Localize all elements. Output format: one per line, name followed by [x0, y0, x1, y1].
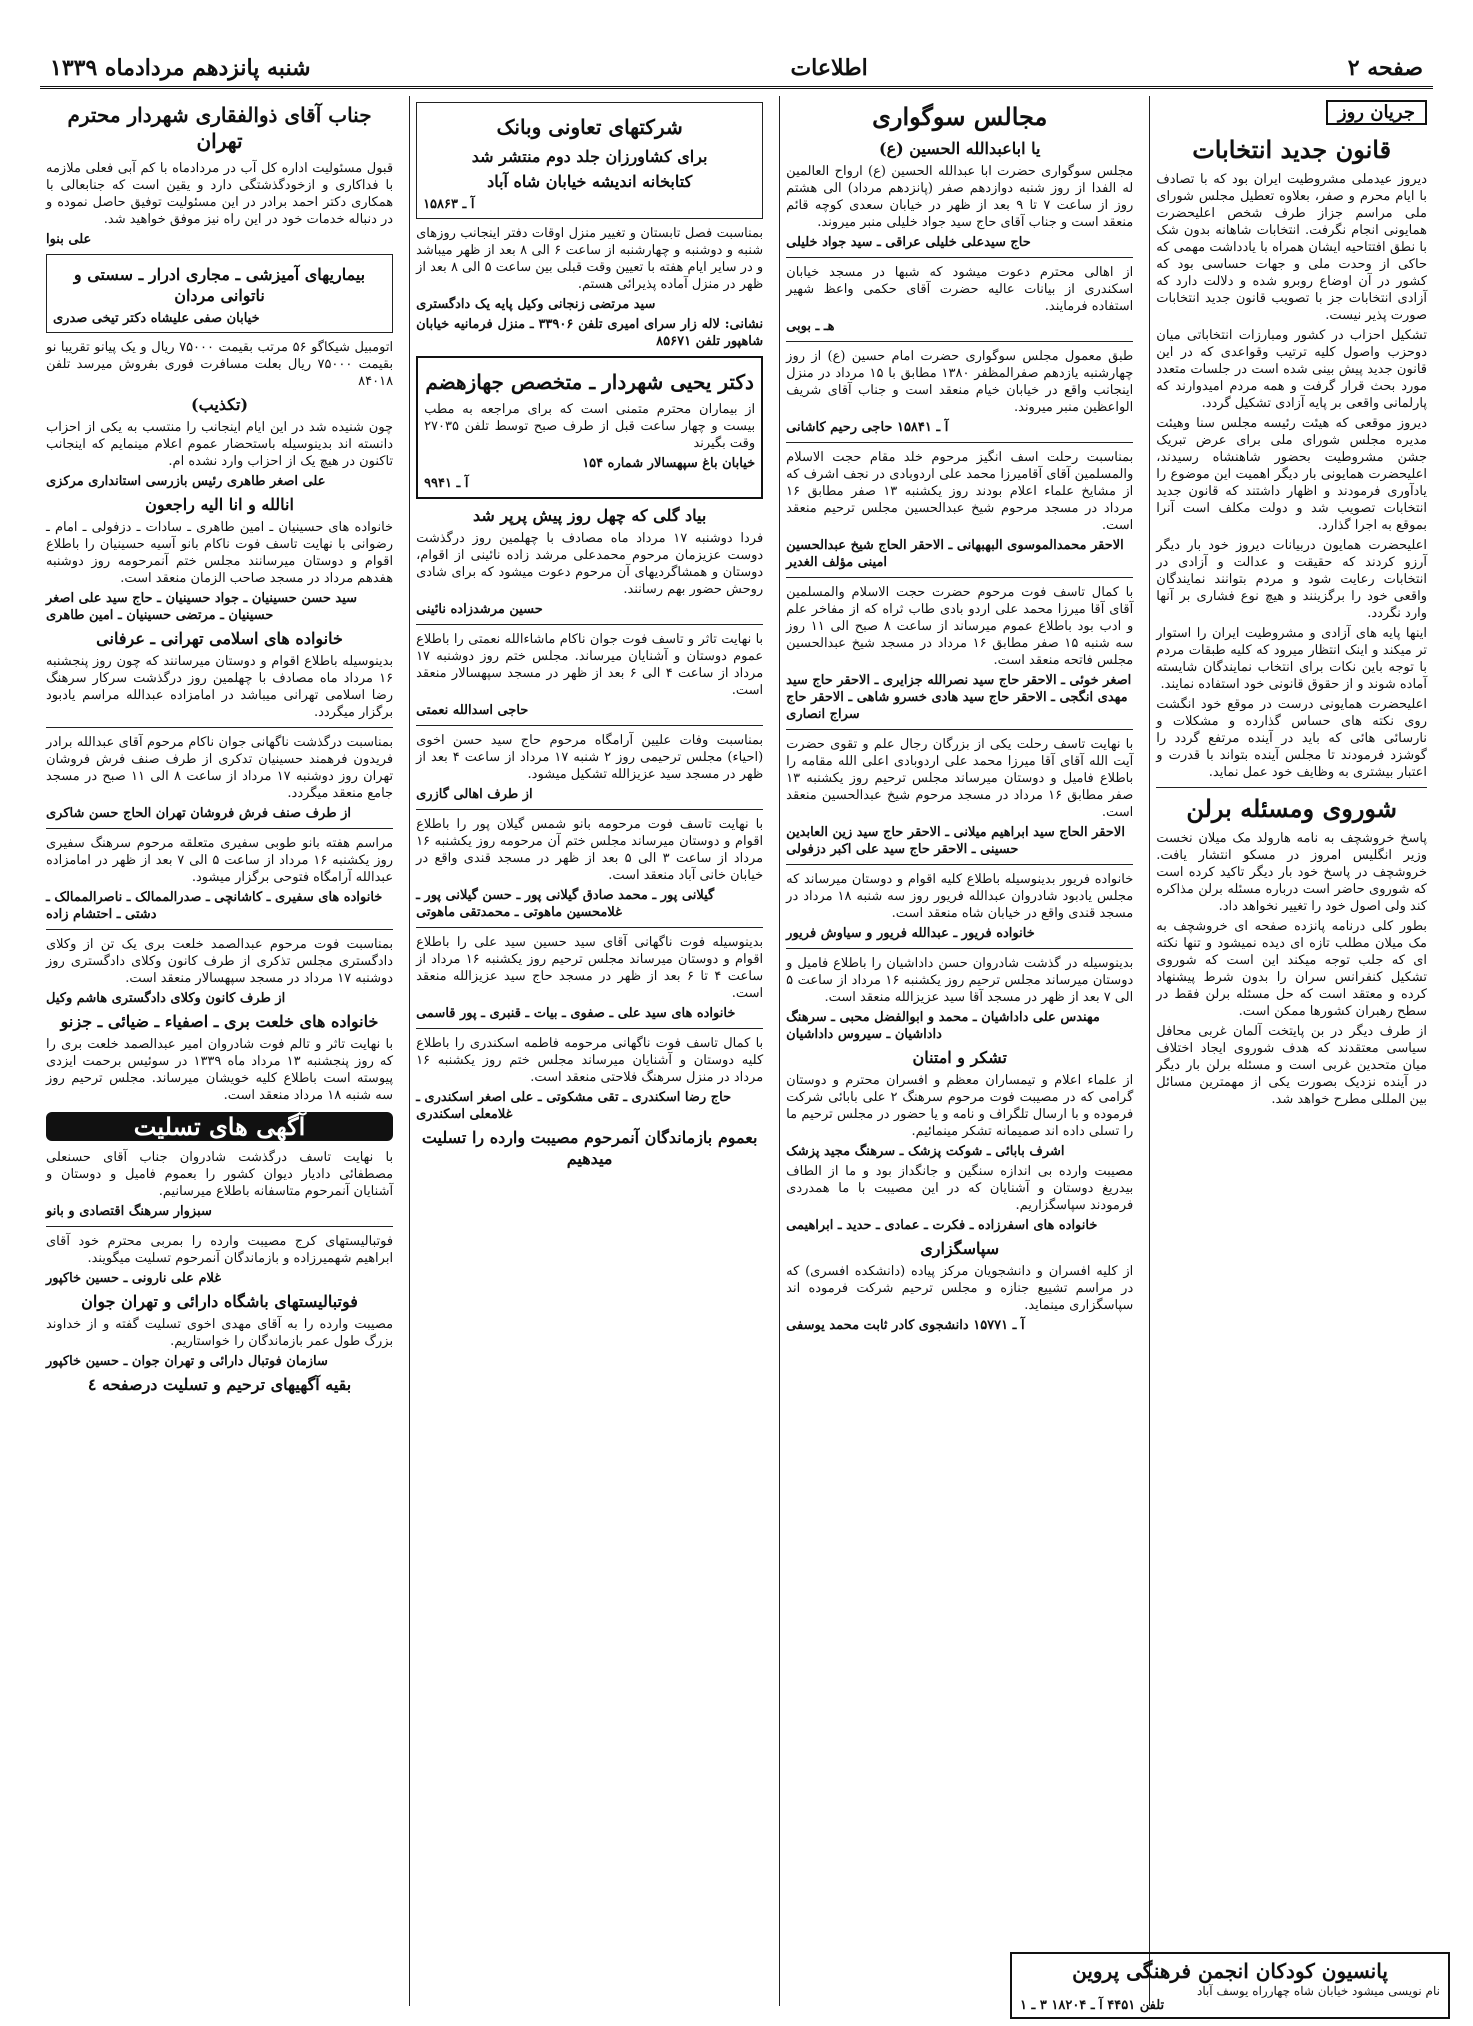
condolence-heading: فوتبالیستهای باشگاه دارائی و تهران جوان — [81, 1292, 358, 1311]
column-letters — [40, 96, 399, 2006]
notice-text: فردا دوشنبه ۱۷ مرداد ماه مصادف با چهلمین روز درگذشت دوست عزیزمان مرحوم محمدعلی مرشد زاده نائینی از اقوام، دوستان و همشاگردیهای آن مرحوم دعوت میشود که برای شادی روحش حضور بهم رسانند. — [416, 531, 764, 597]
notice-signature: حاج رضا اسکندری ـ تقی مشکوتی ـ علی اصغر اسکندری ـ غلامعلی اسکندری — [416, 1090, 732, 1122]
editorial-paragraph: اعلیحضرت همایون دربیانات دیروز خود بار دیگر آرزو کردند که حقیقت و عدالت و آزادی در انتخابات رعایت شود و مردم بتوانند نمایندگان واقعی خود را برگزینند و هیچ نوع فشاری بر آنها وارد نگردد. — [1156, 538, 1427, 621]
notice-text: چون شنیده شد در این ایام اینجانب را منتسب به یکی از احزاب دانسته اند بدینوسیله باستحضار عموم اعلام مینمایم که اینجانب تاکنون در هیچ یک از احزاب وارد نشده ام. — [45, 420, 394, 469]
editorial-title: قانون جدید انتخابات — [1192, 135, 1392, 164]
notice-text: بدینوسیله باطلاع اقوام و دوستان میرسانند که چون روز پنجشنبه ۱۶ مرداد ماه مصادف با چهلمین روز درگذشت سرکار سرهنگ رضا اسلامی تهرانی میباشد در امامزاده عبدالله مراسم یادبود برگزار میگردد. — [45, 654, 394, 720]
notice-signature: غلام علی نارونی ـ حسین خاکپور — [45, 1271, 222, 1286]
mourning-title: مجالس سوگواری — [872, 102, 1048, 131]
notice-text: قبول مسئولیت اداره کل آب در مردادماه با کم آبی فعلی ملازمه با فداکاری و ازخودگذشتگی دارد و یقین است که جنابعالی با همکاری دکتر احمد برادر در این مسئولیت توفیق حاصل نموده و در دنباله خدمات خود در این راه نیز موفق خواهید شد. — [45, 161, 394, 227]
mourning-subtitle: یا اباعبدالله الحسین (ع) — [879, 139, 1041, 158]
column-footer: بعموم بازماندگان آنمرحوم مصیبت وارده را تسلیت میدهیم — [421, 1128, 758, 1168]
columns — [40, 96, 1433, 2006]
notice-signature: اصغر خوئی ـ الاحقر حاج سید نصرالله جزایری ـ الاحقر حاج سید مهدی انگجی ـ الاحقر حاج سید هادی خسرو شاهی ـ الاحقر حاج سراج انصاری — [786, 673, 1132, 722]
doctor-ad — [416, 356, 763, 499]
notice-text: اتومبیل شیکاگو ۵۶ مرتب بقیمت ۷۵۰۰۰ ریال و یک پیانو تقریبا نو بقیمت ۷۵۰۰۰ ریال بعلت مسافرت فوری بفروش میرسد تلفن ۸۴۰۱۸ — [45, 340, 394, 389]
notice-signature: الاحقر الحاج سید ابراهیم میلانی ـ الاحقر حاج سید زین العابدین حسینی ـ الاحقر حاج سید علی اکبر دزفولی — [786, 825, 1125, 857]
page-header — [40, 50, 1433, 89]
book-ad-title: شرکتهای تعاونی وبانک — [496, 115, 683, 139]
thanks-heading: تشکر و امتنان — [912, 1048, 1007, 1067]
notice-signature: آ ـ ۱۵۷۷۱ دانشجوی کادر ثابت محمد یوسفی — [786, 1318, 1025, 1333]
editorial-paragraph: دیروز عیدملی مشروطیت ایران بود که با تصادف با ایام محرم و صفر، بعلاوه تعطیل مجلس شورای ملی مراسم جزاز طرف شخص اعلیحضرت همایونی انجام نگرفت. انتخابات شاهانه بدون شک با نطق افتتاحیه ایشان همراه با یادداشت مهمی که حاکی از وحدت ملی و جهات حساسی بود که کشور در آن اوضاع روبرو شده و دلالت دارد که آزادی انتخابات جز با تصویب قانون جدید انتخابات صورت پذیر نیست. — [1156, 172, 1427, 323]
doctor-ad-text: از بیماران محترم متمنی است که برای مراجعه به مطب بیست و چهار ساعت قبل از طرف صبح توسط تلفن ۲۷۰۳۵ وقت بگیرند — [424, 402, 756, 451]
condolence-heading: خانواده های خلعت بری ـ اصفیاء ـ ضیائی ـ جزنو — [60, 1012, 379, 1031]
divider — [786, 577, 1133, 578]
notice-text: با کمال تاسف فوت ناگهانی مرحومه فاطمه اسکندری را باطلاع کلیه دوستان و آشنایان میرساند مجلس ختم روز یکشنبه ۱۶ مرداد در منزل سرهنگ فلاحتی منعقد است. — [416, 1036, 764, 1085]
newspaper-name: اطلاعات — [790, 55, 868, 81]
divider — [416, 927, 763, 928]
divider — [786, 341, 1133, 342]
divider — [416, 1028, 763, 1029]
divider — [786, 864, 1133, 865]
notice-signature: خانواده های اسفرزاده ـ فکرت ـ عمادی ـ حدید ـ ابراهیمی — [786, 1218, 1098, 1233]
notice-text: خانواده فریور بدینوسیله باطلاع کلیه اقوام و دوستان میرساند که مجلس یادبود شادروان عبدالله فریور روز سه شنبه ۱۸ مرداد در مسجد قندی واقع در خیابان شاه منعقد است. — [786, 872, 1134, 921]
divider — [416, 624, 763, 625]
section-tag: جریان روز — [1326, 100, 1427, 125]
notice-text: با نهایت تاثر و تاسف فوت جوان ناکام ماشاءالله نعمتی را باطلاع عموم دوستان و آشنایان میرساند. مجلس ختم روز دوشنبه ۱۷ مرداد از ساعت ۴ الی ۶ بعد از ظهر در مسجد سپهسالار منعقد است. — [416, 632, 764, 698]
divider — [786, 442, 1133, 443]
divider — [786, 257, 1133, 258]
editorial-paragraph: تشکیل احزاب در کشور ومبارزات انتخاباتی میان دوحزب واصول کلیه ترتیب وقواعدی که در این قانون جدید پیش بینی شده است در جلسات متعدد مورد بحث قرار گرفت و همه مردم امیدوارند که پارلمانی واقعی بر پایه آزادی تشکیل گردد. — [1156, 328, 1427, 411]
notice-signature: سبزوار سرهنگ اقتصادی و بانو — [45, 1204, 212, 1219]
notice-text: بدینوسیله فوت ناگهانی آقای سید حسین سید علی را باطلاع اقوام و دوستان میرساند مجلس ترحیم روز یکشنبه ۱۶ مرداد از ساعت ۴ تا ۶ بعد از ظهر در مسجد حاج سید عزیزالله منعقد است. — [416, 935, 764, 1001]
divider — [786, 948, 1133, 949]
divider — [46, 828, 393, 829]
notice-signature: گیلانی پور ـ محمد صادق گیلانی پور ـ حسن گیلانی پور ـ غلامحسین ماهوتی ـ محمدتقی ماهوتی — [416, 888, 715, 920]
notice-address: نشانی: لاله زار سرای امیری تلفن ۳۳۹۰۶ ـ منزل فرمانیه خیابان شاهپور تلفن ۸۵۶۷۱ — [416, 317, 764, 349]
page-number: صفحه ۲ — [1347, 55, 1423, 81]
notice-signature: حسین مرشدزاده نائینی — [416, 602, 543, 617]
notice-signature: از طرف کانون وکلای دادگستری هاشم وکیل — [45, 991, 286, 1006]
article-paragraph: از طرف دیگر در بن پایتخت آلمان غربی محافل سیاسی معتقدند که هدف شوروی ایجاد اختلاف میان متحدین غربی است و مسئله برلن بار دیگر در آینده نزدیک بصورت یکی از مهمترین مسائل بین المللی مطرح خواهد شد. — [1156, 1024, 1427, 1107]
notice-signature: اشرف بابائی ـ شوکت پزشک ـ سرهنگ مجید پزشک — [786, 1144, 1065, 1159]
notice-text: مصیبت وارده بی اندازه سنگین و جانگداز بود و ما از الطاف بیدریغ دوستان و آشنایان که در این مصیبت با ما همدردی فرمودند سپاسگزاریم. — [786, 1164, 1134, 1213]
notice-text: از کلیه افسران و دانشجویان مرکز پیاده (دانشکده افسری) که در مراسم تشییع جنازه و مجلس ترحیم شرکت فرموده اند سپاسگزاری مینماید. — [786, 1264, 1134, 1313]
notice-text: فوتبالیستهای کرج مصیبت وارده را بمربی محترم خود آقای ابراهیم شهمیرزاده و بازماندگان آنمرحوم تسلیت میگویند. — [45, 1234, 394, 1266]
notice-text: از اهالی محترم دعوت میشود که شبها در مسجد خیابان اسکندری از بیانات عالیه حضرت آقای حکمی واعظ شهیر استفاده فرمایند. — [786, 265, 1134, 314]
notice-signature: هـ ـ بوبی — [786, 319, 835, 334]
denial-heading: (تکذیب) — [191, 395, 249, 414]
divider — [416, 725, 763, 726]
condolence-heading: انالله و انا الیه راجعون — [145, 495, 294, 514]
kindergarten-ad — [1010, 1952, 1450, 2019]
divider — [46, 727, 393, 728]
issue-date: شنبه پانزدهم مردادماه ۱۳۳۹ — [50, 55, 311, 81]
notice-signature: سید حسن حسینیان ـ جواد حسینیان ـ حاج سید علی اصغر حسینیان ـ مرتضی حسینیان ـ امین طاهری — [45, 591, 358, 623]
notice-text: بمناسبت وفات علیین آرامگاه مرحوم حاج سید حسن اخوی (احیاء) مجلس ترحیمی روز ۲ شنبه ۱۷ مرداد از ساعت ۴ بعد از ظهر در مسجد سید عزیزالله تشکیل میشود. — [416, 733, 764, 782]
notice-text: بمناسبت فوت مرحوم عبدالصمد خلعت بری یک تن از وکلای دادگستری مجلس تذکری از طرف کانون وکلای دادگستری روز دوشنبه ۱۷ مرداد در مسجد سپهسالار منعقد است. — [45, 937, 394, 986]
notice-signature: مهندس علی داداشیان ـ محمد و ابوالفضل محبی ـ سرهنگ داداشیان ـ سیروس داداشیان — [786, 1010, 1100, 1042]
condolence-heading: خانواده های اسلامی تهرانی ـ عرفانی — [96, 629, 343, 648]
notice-text: بمناسبت فصل تابستان و تغییر منزل اوقات دفتر اینجانب روزهای شنبه و دوشنبه و چهارشنبه از ساعت ۶ الی ۸ بعد از ظهر میباشد و در سایر ایام هفته با تعیین وقت قبلی بین ساعت ۵ الی ۸ بعد از ظهر در منزل آماده پذیرائی هستم. — [416, 226, 764, 292]
letter-title: جناب آقای ذوالفقاری شهردار محترم تهران — [67, 103, 372, 153]
doctor-ad-address: خیابان باغ سپهسالار شماره ۱۵۴ — [582, 456, 756, 471]
clinic-ad-signature: خیابان صفی علیشاه دکتر تیخی صدری — [52, 311, 260, 326]
doctor-ad-title: دکتر یحیی شهردار ـ متخصص جهازهضم — [425, 370, 754, 394]
column-notices — [409, 96, 769, 2006]
clinic-ad-title: بیماریهای آمیزشی ـ مجاری ادرار ـ سستی و ناتوانی مردان — [73, 265, 366, 305]
column-editorial — [1149, 96, 1433, 2006]
notice-signature: از طرف صنف فرش فروشان تهران الحاج حسن شاکری — [45, 806, 351, 821]
notice-signature: علی بنوا — [45, 232, 92, 247]
notice-signature: الاحقر محمدالموسوی البهبهانی ـ الاحقر الحاج شیخ عبدالحسین امینی مؤلف الغدیر — [786, 538, 1124, 570]
memorial-heading: بیاد گلی که چهل روز پیش پرپر شد — [472, 506, 707, 525]
article-paragraph: بطور کلی درنامه پانزده صفحه ای خروشچف به مک میلان مطلب تازه ای دیده نمیشود و تنها نکته ای که جلب توجه میکند این است که شوروی تشکیل کنفرانس سران را بدون شرط پیشنهاد کرده و معتقد است که حل مسئله برلن فقط در سطح رهبران کشورها ممکن است. — [1156, 919, 1427, 1019]
notice-signature: سید مرتضی زنجانی وکیل پایه یک دادگستری — [416, 297, 656, 312]
notice-text: بمناسبت درگذشت ناگهانی جوان ناکام مرحوم آقای عبدالله برادر فریدون فرهمند حسینیان تدکری از طرف صنف فرش فروشان تهران روز دوشنبه ۱۷ مرداد از ساعت ۸ الی ۱۱ صبح در مسجد جامع منعقد میگردد. — [45, 735, 394, 801]
notice-text: مجلس سوگواری حضرت ابا عبدالله الحسین (ع) ارواح العالمین له الفدا از روز شنبه دوازدهم صفر (پانزدهم مرداد) الی هشتم روز از ساعت ۷ تا ۹ بعد از ظهر در خیابان سعدی کوچه قائم منعقد است و جناب آقای حاج سید جواد خلیلی منبر میروند. — [786, 164, 1134, 230]
editorial-paragraph: دیروز موقعی که هیئت رئیسه مجلس سنا وهیئت مدیره مجلس شورای ملی برای عرض تبریک جشن مشروطیت بحضور شاهنشاه رسیدند، اعلیحضرت همایونی بار دیگر اهمیت این موضوع را یادآوری فرمودند و اظهار داشتند که قانون جدید انتخابات تصویب شد و دولت مکلف است آنرا بموقع به اجرا گذارد. — [1156, 416, 1427, 533]
book-ad-subtitle: برای کشاورزان جلد دوم منتشر شد — [471, 147, 708, 166]
kindergarten-ad-title: پانسیون کودکان انجمن فرهنگی پروین — [1072, 1959, 1388, 1983]
thanks-heading: سپاسگزاری — [920, 1239, 1000, 1258]
notice-text: از علماء اعلام و تیمساران معظم و افسران محترم و دوستان گرامی که در مصیبت فوت مرحوم سرهنگ ۲ علی بابائی شرکت فرموده و با ارسال تلگراف و نامه و یا حضور در مجلس ترحیم ما را تسلی داده اند صمیمانه تشکر مینمائیم. — [786, 1073, 1134, 1139]
editorial-paragraph: اینها پایه های آزادی و مشروطیت ایران را استوار تر میکند و اینک انتظار میرود که کلیه طبقات مردم با توجه باین نکات برای انتخاب نمایندگان شایسته آماده شوند و از حقوق قانونی خود استفاده نمایند. — [1156, 626, 1427, 692]
notice-signature: خانواده های سفیری ـ کاشانچی ـ صدرالممالک ـ ناصرالممالک ـ دشتی ـ احتشام زاده — [45, 890, 383, 922]
notice-signature: حاجی اسدالله نعمتی — [416, 703, 529, 718]
editorial-paragraph: اعلیحضرت همایونی درست در موقع خود انگشت روی نکته های حساس گذارده و مشکلات و نارسائی هائی که باید در آینده مرتفع گردد را گوشزد فرمودند تا مجلس آینده بتواند با قدرت و اعتبار بیشتری به وظایف خود عمل نماید. — [1156, 697, 1427, 780]
column-footer: بقیه آگهیهای ترحیم و تسلیت درصفحه ٤ — [87, 1375, 352, 1394]
notice-signature: خانواده فریور ـ عبدالله فریور و سیاوش فریور — [786, 926, 1035, 941]
ad-code: آ ـ ۱۵۸۶۳ — [423, 197, 475, 212]
notice-text: بدینوسیله در گذشت شادروان حسن داداشیان را باطلاع فامیل و دوستان میرساند مجلس ترحیم روز یکشنبه ۱۶ مرداد از ساعت ۵ الی ۷ بعد از ظهر در مسجد آقا سید عزیزالله منعقد است. — [786, 956, 1134, 1005]
notice-signature: آ ـ ۱۵۸۴۱ حاجی رحیم کاشانی — [786, 420, 949, 435]
notice-signature: از طرف اهالی گازری — [416, 787, 533, 802]
notice-text: با نهایت تاسف درگذشت شادروان جناب آقای حسنعلی مصطفائی دادیار دیوان کشور را بعموم فامیل و دوستان و آشنایان آنمرحوم متاسفانه باطلاع میرسانیم. — [45, 1150, 394, 1199]
divider — [46, 929, 393, 930]
ad-code: آ ـ ۹۹۴۱ — [424, 476, 469, 491]
notice-signature: خانواده های سید علی ـ صفوی ـ بیات ـ قنبری ـ پور قاسمی — [416, 1006, 736, 1021]
condolence-banner: آگهی های تسلیت — [46, 1112, 393, 1141]
divider — [786, 729, 1133, 730]
book-ad — [416, 102, 763, 219]
article-paragraph: پاسخ خروشچف به نامه هارولد مک میلان نخست وزیر انگلیس امروز در مسکو انتشار یافت. خروشچف در پاسخ خود بار دیگر تاکید کرده است که شوروی حاضر است درباره مسئله برلن مذاکره کند ولی اصول خود را تغییر نخواهد داد. — [1156, 831, 1427, 914]
notice-text: با کمال تاسف فوت مرحوم حضرت حجت الاسلام والمسلمین آقای آقا میرزا محمد علی اردو بادی طاب ثراه که از مفاخر علم و ادب بود باطلاع عموم میرساند از ساعت ۸ صبح الی ۱۱ روز سه شنبه ۱۵ صفر مطابق ۱۶ مرداد در مسجد شیخ عبدالحسین مجلس فاتحه منعقد است. — [786, 585, 1134, 668]
notice-text: طبق معمول مجلس سوگواری حضرت امام حسین (ع) از روز چهارشنبه یازدهم صفرالمظفر ۱۳۸۰ مطابق با ۱۵ مرداد در منزل اینجانب واقع در خیابان خیام منعقد است و جناب آقای شریف الواعظین منبر میروند. — [786, 349, 1134, 415]
kindergarten-ad-contact: تلفن ۴۴۵۱ آ ـ ۱۸۲۰۴ ۳ ـ ۱ — [1020, 1998, 1165, 2013]
article-title: شوروی ومسئله برلن — [1186, 794, 1397, 823]
divider — [416, 809, 763, 810]
notice-text: با نهایت تاسف رحلت یکی از بزرگان رجال علم و تقوی حضرت آیت الله آقای آقا میرزا محمد علی اردوبادی اعلی الله مقامه را باطلاع فامیل و دوستان میرساند مجلس ترحیم روز یکشنبه ۱۳ صفر مطابق ۱۶ مرداد در مسجد مرحوم شیخ عبدالحسین منعقد است. — [786, 737, 1134, 820]
notice-text: مصیبت وارده را به آقای مهدی اخوی تسلیت گفته و از خداوند بزرگ طول عمر بازماندگان را خواستاریم. — [45, 1317, 394, 1349]
notice-text: بمناسبت رحلت اسف انگیز مرحوم خلد مقام حجت الاسلام والمسلمین آقای آقامیرزا محمد علی اردوبادی در نجف اشرف که از مشایخ علماء اعلام بودند روز یکشنبه ۱۳ صفر مطابق ۱۶ مرداد در مسجد مرحوم شیخ عبدالحسین مجلس ترحیم منعقد است. — [786, 450, 1134, 533]
notice-signature: علی اصغر طاهری رئیس بازرسی استانداری مرکزی — [45, 474, 326, 489]
notice-text: مراسم هفته بانو طوبی سفیری متعلقه مرحوم سرهنگ سفیری روز یکشنبه ۱۶ مرداد از ساعت ۵ الی ۷ بعد از ظهر در امامزاده عبدالله آرامگاه فتوحی برگزار میشود. — [45, 836, 394, 885]
notice-text: با نهایت تاسف فوت مرحومه بانو شمس گیلان پور را باطلاع اقوام و دوستان میرساند مجلس ختم آن مرحومه روز یکشنبه ۱۶ مرداد از ساعت ۳ الی ۵ بعد از ظهر در مسجد قندی واقع در خیابان خانی آباد منعقد است. — [416, 817, 764, 883]
divider — [46, 1226, 393, 1227]
notice-signature: سازمان فوتبال دارائی و تهران جوان ـ حسین خاکپور — [45, 1354, 328, 1369]
book-ad-store: کتابخانه اندیشه خیابان شاه آباد — [487, 172, 693, 191]
divider — [1156, 787, 1427, 788]
notice-signature: حاج سیدعلی خلیلی عراقی ـ سید جواد خلیلی — [786, 235, 1031, 250]
notice-text: با نهایت تاثر و تالم فوت شادروان امیر عبدالصمد خلعت بری را که روز پنجشنبه ۱۳ مرداد ماه ۱۳۳۹ در سوئیس برحمت ایزدی پیوسته است باطلاع کلیه خویشان میرساند. مجلس ترحیم روز سه شنبه ۱۸ مرداد منعقد است. — [45, 1037, 394, 1103]
column-mourning — [779, 96, 1139, 2006]
kindergarten-ad-body: نام نویسی میشود خیابان شاه چهارراه یوسف آباد — [1196, 1984, 1440, 1998]
notice-text: خانواده های حسینیان ـ امین طاهری ـ سادات ـ دزفولی ـ امام ـ رضوانی با نهایت تاسف فوت ناکام بانو آسیه حسینیان را باطلاع اقوام و دوستان میرسانند مجلس ختم آنمرحومه روز دوشنبه هفدهم مرداد در مسجد صاحب الزمان منعقد است. — [45, 520, 394, 586]
clinic-ad — [46, 254, 393, 333]
